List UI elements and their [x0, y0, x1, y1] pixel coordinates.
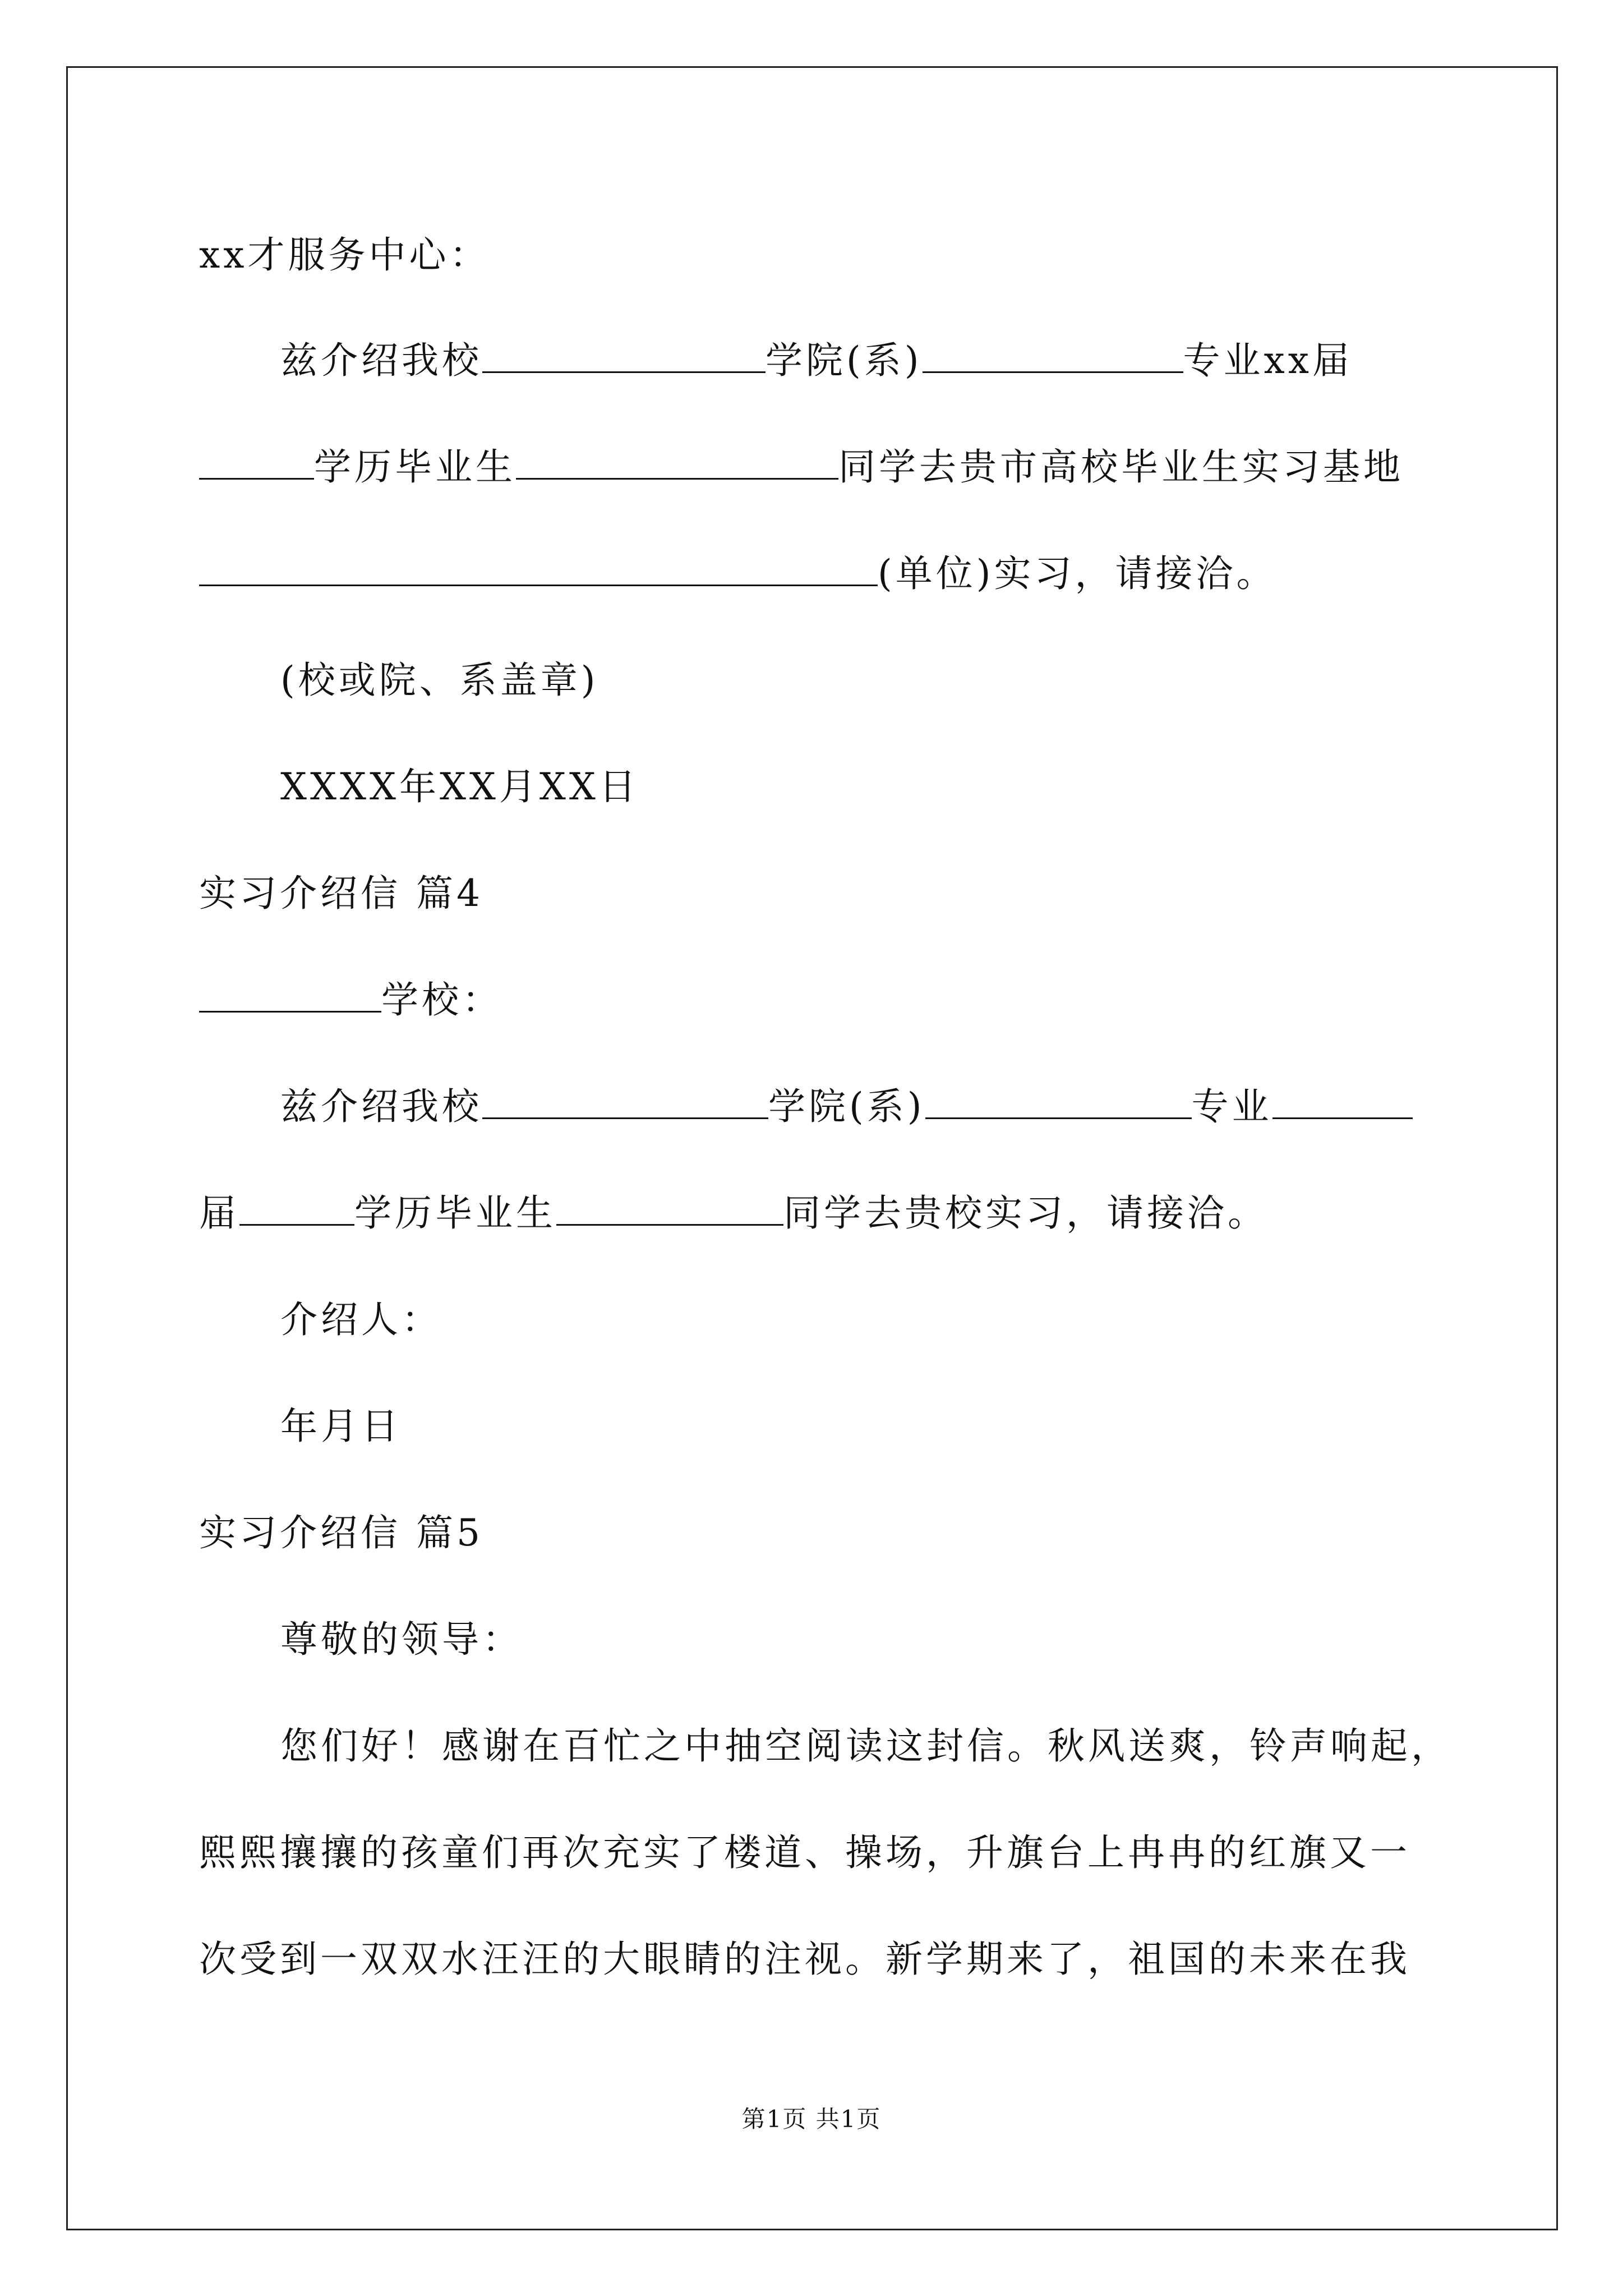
body-text: 次受到一双双水汪汪的大眼睛的注视。新学期来了，祖国的未来在我	[199, 1938, 1410, 1981]
salutation-line	[280, 1609, 523, 1671]
date-line	[280, 1396, 402, 1457]
blank-field-unit	[199, 550, 878, 586]
seal-text: (校或院、系盖章)	[280, 659, 599, 702]
letter3-para2	[199, 436, 1404, 498]
blank-field-year	[1272, 1083, 1413, 1119]
para-text: 届	[199, 1191, 239, 1235]
blank-field-student	[556, 1189, 783, 1226]
blank-field-degree	[239, 1189, 354, 1226]
letter3-para3	[199, 543, 1277, 605]
date-text: XXXX年XX月XX日	[280, 765, 639, 808]
para-text: 同学去贵校实习，请接洽。	[783, 1191, 1268, 1235]
page-number-text: 第1页 共1页	[741, 2105, 882, 2133]
salutation-text: 尊敬的领导：	[280, 1618, 523, 1661]
date-text: 年月日	[280, 1405, 402, 1448]
body-text: 熙熙攘攘的孩童们再次充实了楼道、操场，升旗台上冉冉的红旗又一	[199, 1831, 1410, 1874]
para-text: (单位)实习，请接洽。	[878, 552, 1277, 595]
addressee-line	[199, 969, 502, 1031]
body-line	[280, 1715, 1451, 1777]
blank-field-school	[199, 976, 381, 1013]
para-text: 学历毕业生	[314, 445, 516, 489]
section-heading	[199, 1502, 483, 1564]
letter3-para1	[280, 330, 1353, 392]
para-text: 兹介绍我校	[280, 339, 482, 382]
letter4-para1	[280, 1076, 1413, 1138]
para-text: 学院(系)	[766, 339, 923, 382]
section-heading	[199, 863, 483, 924]
addressee-text: xx才服务中心：	[199, 233, 490, 277]
body-line	[199, 1822, 1410, 1884]
para-text: 学院(系)	[768, 1085, 925, 1128]
para-text: 专业xx届	[1183, 339, 1353, 382]
para-text: 专业	[1191, 1085, 1272, 1128]
body-line	[199, 1929, 1410, 1990]
para-text: 学历毕业生	[354, 1191, 556, 1235]
introducer-text: 介绍人：	[280, 1298, 442, 1341]
blank-field-college	[482, 337, 766, 373]
seal-line	[280, 650, 599, 711]
para-text: 同学去贵市高校毕业生实习基地	[838, 445, 1404, 489]
body-text: 您们好！感谢在百忙之中抽空阅读这封信。秋风送爽，铃声响起，	[280, 1724, 1451, 1768]
heading-text: 实习介绍信 篇4	[199, 872, 483, 915]
addressee-text: 学校：	[381, 978, 502, 1022]
blank-field-major	[923, 337, 1183, 373]
date-line	[280, 756, 639, 818]
blank-field-degree	[199, 443, 314, 480]
introducer-line	[280, 1289, 442, 1351]
blank-field-college	[482, 1083, 768, 1119]
heading-text: 实习介绍信 篇5	[199, 1511, 483, 1554]
para-text: 兹介绍我校	[280, 1085, 482, 1128]
page-number-footer	[0, 2101, 1623, 2134]
letter4-para2	[199, 1182, 1268, 1244]
blank-field-student	[516, 443, 838, 480]
addressee-line	[199, 224, 490, 286]
blank-field-major	[925, 1083, 1192, 1119]
